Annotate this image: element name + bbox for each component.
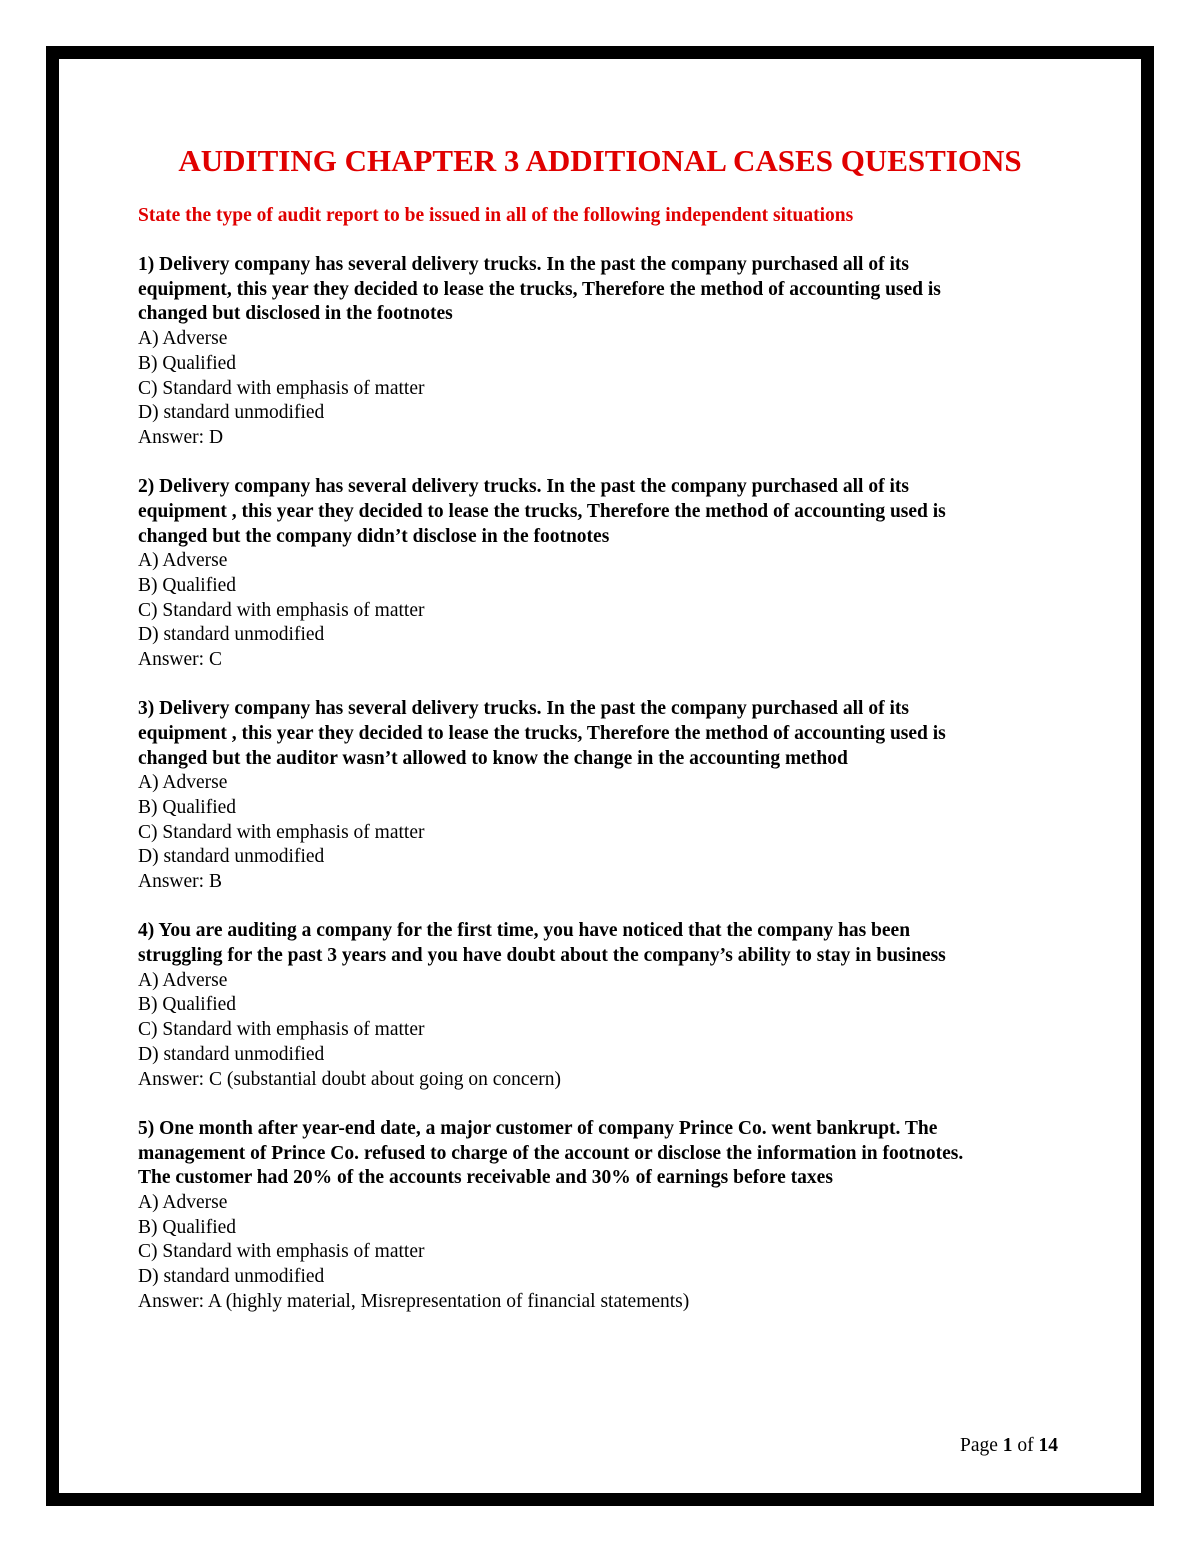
answer-option: A) Adverse — [138, 969, 228, 991]
question-block — [138, 1117, 1068, 1315]
question-stem-line: 4) You are auditing a company for the first time, you have noticed that the company has been — [138, 920, 911, 942]
answer-option: D) standard unmodified — [138, 1043, 325, 1065]
of-label: of — [1017, 1435, 1034, 1456]
question-block — [138, 697, 1068, 895]
answer-text: Answer: D — [138, 426, 224, 448]
question-stem — [138, 697, 1068, 771]
answer-option: C) Standard with emphasis of matter — [138, 599, 425, 621]
answer-text: Answer: A (highly material, Misrepresentation of financial statements) — [138, 1290, 690, 1312]
current-page-number: 1 — [1002, 1435, 1013, 1456]
question-block — [138, 253, 1068, 451]
answer-option: C) Standard with emphasis of matter — [138, 1019, 425, 1041]
page-label: Page — [959, 1435, 998, 1456]
answer-option: B) Qualified — [138, 352, 237, 374]
question-block — [138, 919, 1068, 1092]
answer-option: B) Qualified — [138, 994, 237, 1016]
answer-option: C) Standard with emphasis of matter — [138, 821, 425, 843]
answer-option: C) Standard with emphasis of matter — [138, 377, 425, 399]
question-block — [138, 475, 1068, 673]
question-stem-line: changed but the company didn’t disclose in the footnotes — [138, 525, 610, 547]
answer-option: A) Adverse — [138, 328, 228, 350]
question-stem-line: 3) Delivery company has several delivery trucks. In the past the company purchased all of its — [138, 698, 909, 720]
answer-option: D) standard unmodified — [138, 402, 325, 424]
question-stem-line: struggling for the past 3 years and you have doubt about the company’s ability to stay in business — [138, 945, 946, 967]
answer-text: Answer: C (substantial doubt about going on concern) — [138, 1068, 561, 1090]
answer-option: D) standard unmodified — [138, 846, 325, 868]
question-stem — [138, 919, 1068, 968]
answer-option: A) Adverse — [138, 772, 228, 794]
question-stem-line: equipment, this year they decided to lease the trucks, Therefore the method of accounting used is — [138, 278, 941, 300]
question-list — [138, 253, 1068, 1339]
question-stem — [138, 475, 1068, 549]
question-stem-line: 5) One month after year-end date, a major customer of company Prince Co. went bankrupt. The — [138, 1117, 938, 1139]
answer-text: Answer: B — [138, 871, 222, 893]
answer-option: A) Adverse — [138, 1191, 228, 1213]
answer-text: Answer: C — [138, 649, 222, 671]
page-footer — [960, 1434, 1058, 1458]
answer-option: D) standard unmodified — [138, 624, 325, 646]
question-stem-line: changed but the auditor wasn’t allowed to know the change in the accounting method — [138, 747, 848, 769]
question-stem-line: changed but disclosed in the footnotes — [138, 303, 453, 325]
question-stem-line: equipment , this year they decided to lease the trucks, Therefore the method of accounting used is — [138, 500, 946, 522]
question-stem-line: The customer had 20% of the accounts receivable and 30% of earnings before taxes — [138, 1167, 833, 1189]
instruction-text: State the type of audit report to be issued in all of the following independent situations — [138, 205, 854, 226]
answer-option: D) standard unmodified — [138, 1266, 325, 1288]
answer-option: A) Adverse — [138, 550, 228, 572]
answer-option: B) Qualified — [138, 574, 237, 596]
document-title: AUDITING CHAPTER 3 ADDITIONAL CASES QUESTIONS — [178, 143, 1022, 178]
question-stem-line: 1) Delivery company has several delivery trucks. In the past the company purchased all of its — [138, 254, 909, 275]
question-stem — [138, 1117, 1068, 1191]
question-stem-line: management of Prince Co. refused to charge of the account or disclose the information in footnotes. — [138, 1142, 964, 1164]
answer-option: B) Qualified — [138, 1216, 237, 1238]
question-stem-line: equipment , this year they decided to lease the trucks, Therefore the method of accounting used is — [138, 722, 946, 744]
question-stem — [138, 253, 1068, 327]
total-pages-number: 14 — [1038, 1435, 1058, 1456]
answer-option: C) Standard with emphasis of matter — [138, 1241, 425, 1263]
answer-option: B) Qualified — [138, 797, 237, 819]
question-stem-line: 2) Delivery company has several delivery trucks. In the past the company purchased all of its — [138, 476, 909, 498]
